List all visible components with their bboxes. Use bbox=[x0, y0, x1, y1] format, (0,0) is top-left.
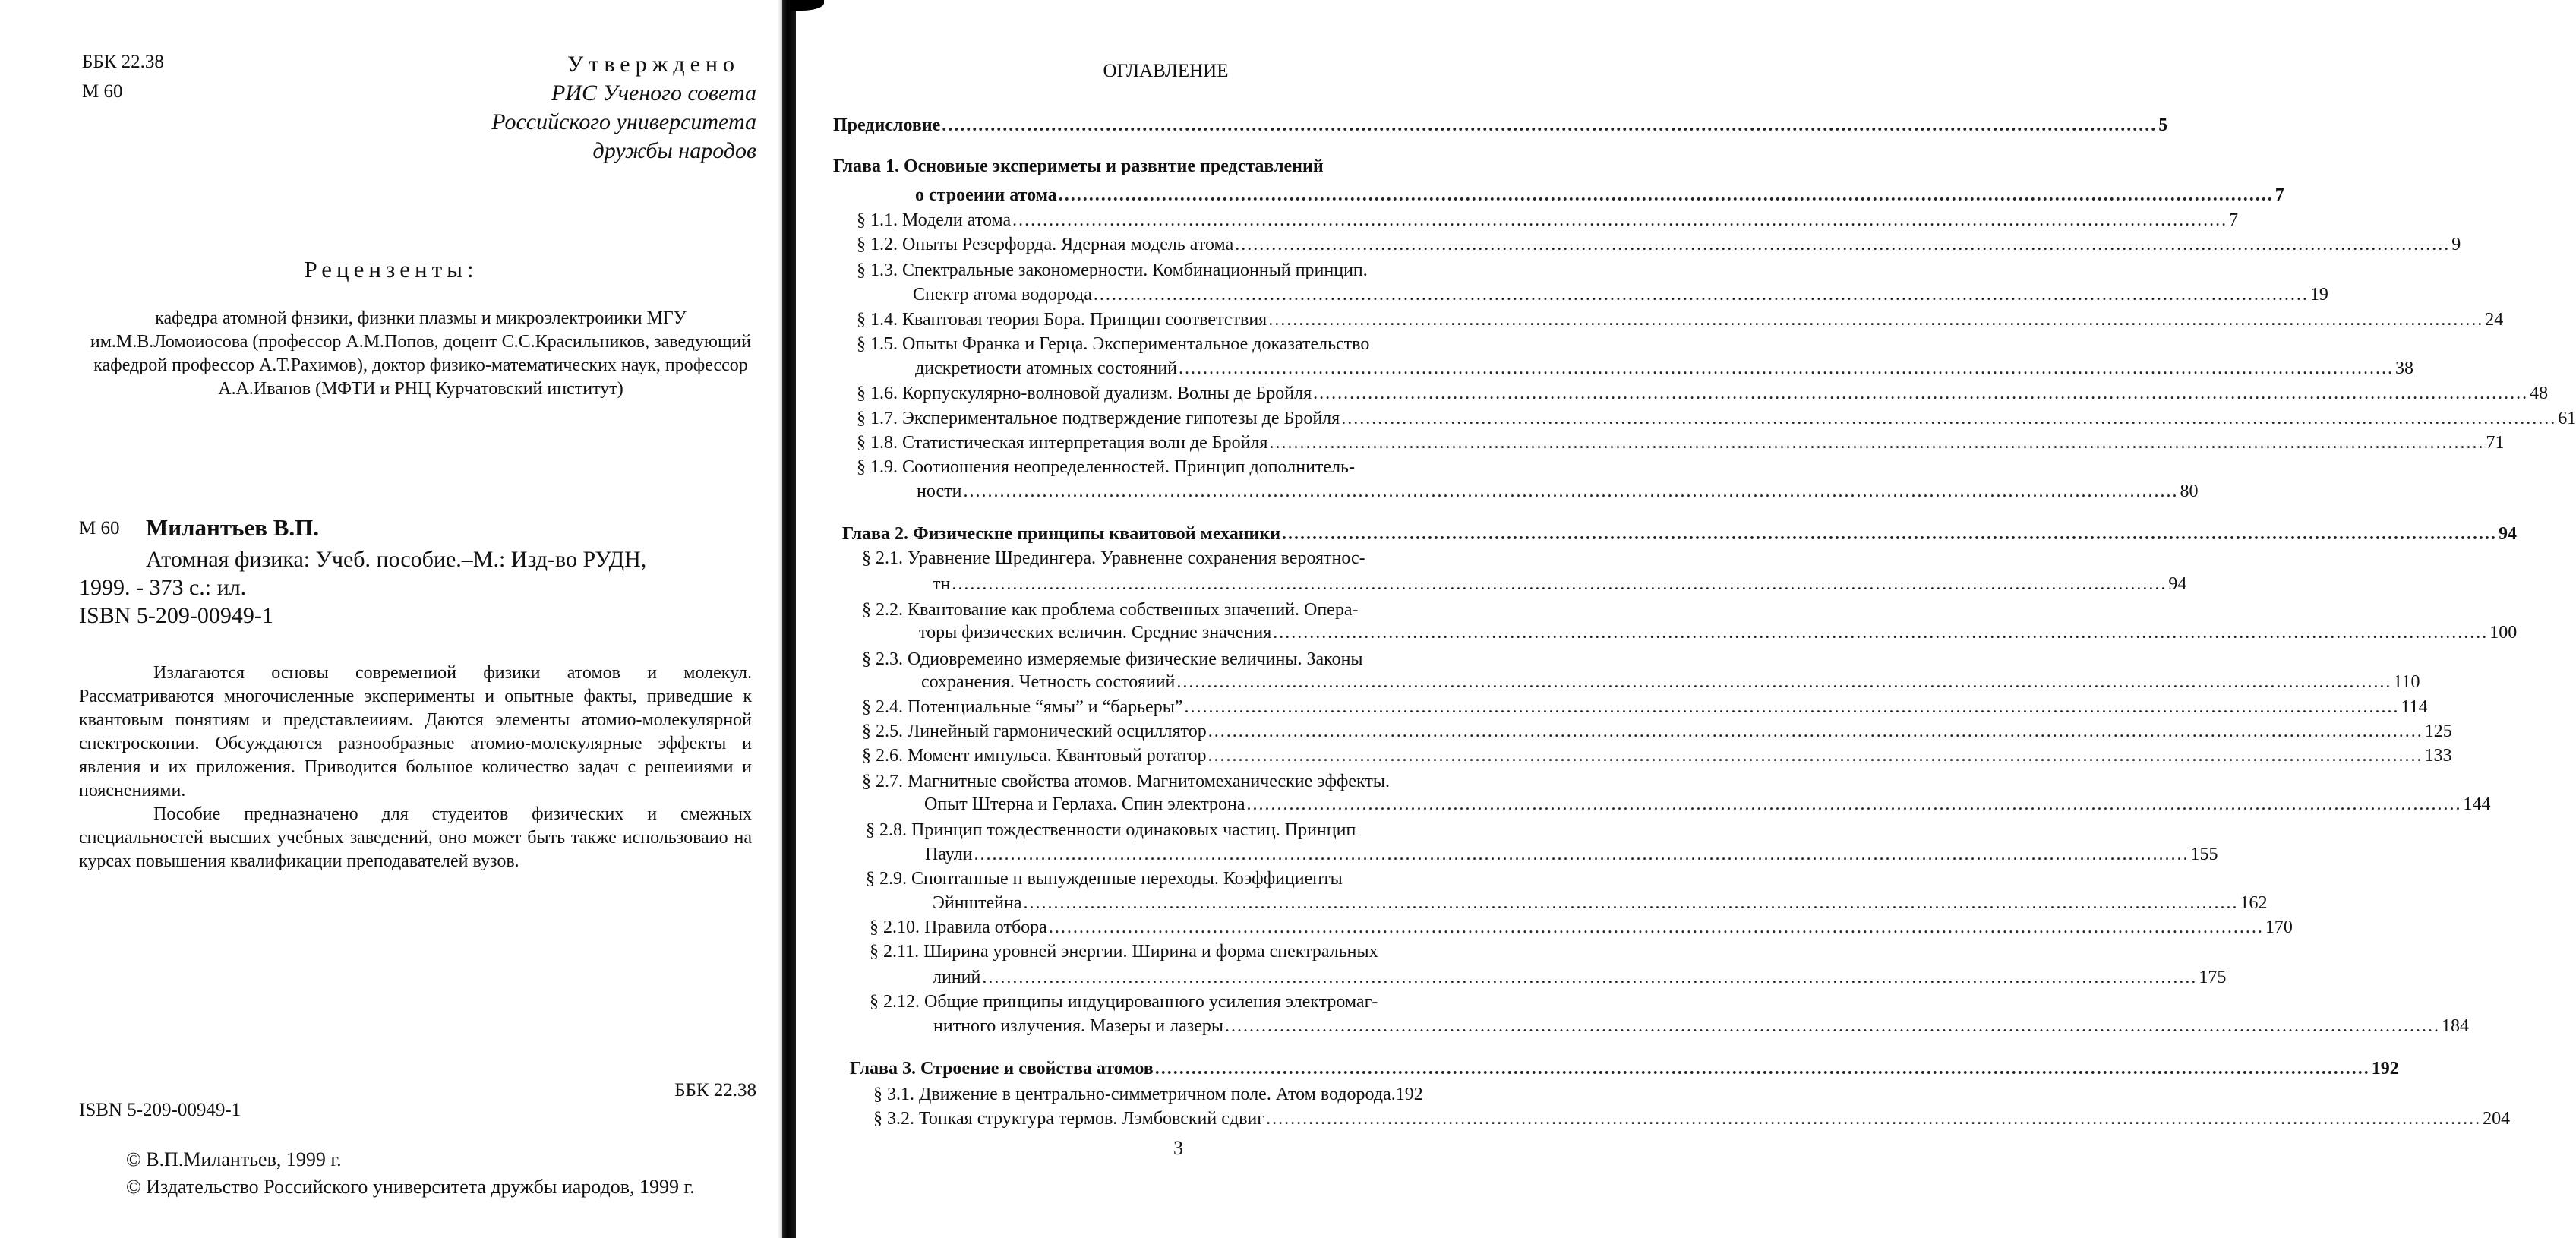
copyright-publisher: © Издательство Российского университета дружбы иародов, 1999 г. bbox=[126, 1176, 695, 1198]
toc-leader: ........................................................................................................................................................................................................ bbox=[1268, 310, 2484, 330]
toc-entry-first-line[interactable] bbox=[862, 600, 1358, 621]
toc-entry[interactable] bbox=[862, 697, 2428, 718]
toc-page-number: 184 bbox=[2442, 1016, 2469, 1036]
toc-page-number: 192 bbox=[2371, 1059, 2399, 1079]
toc-leader: ........................................................................................................................................................................................................ bbox=[1023, 893, 2239, 913]
author-code: М 60 bbox=[79, 518, 120, 538]
toc-entry-first-line[interactable] bbox=[857, 334, 1369, 355]
catalog-codes bbox=[82, 47, 164, 106]
toc-leader: ........................................................................................................................................................................................................ bbox=[952, 574, 2167, 594]
toc-leader: ........................................................................................................................................................................................................ bbox=[1313, 384, 2529, 403]
toc-section-number: § 1.4. bbox=[857, 310, 898, 330]
toc-entry-first-line[interactable] bbox=[857, 261, 1368, 281]
toc-page-number: 125 bbox=[2424, 722, 2452, 741]
toc-entry-continuation: ности bbox=[917, 482, 962, 501]
toc-entry[interactable] bbox=[915, 358, 2414, 379]
toc-entry-continuation: дискретиости атомных состояний bbox=[915, 358, 1178, 378]
toc-entry-first-line[interactable] bbox=[870, 942, 1378, 962]
toc-page-number: 144 bbox=[2463, 794, 2491, 814]
right-page bbox=[794, 0, 2576, 1238]
toc-leader: ........................................................................................................................................................................................................ bbox=[1208, 746, 2423, 766]
toc-entry[interactable] bbox=[857, 384, 2549, 404]
toc-page-number: 110 bbox=[2393, 672, 2420, 692]
chapter-1-title[interactable]: Глава 1. Основиые экспериметы и развнтие представлений bbox=[833, 156, 1324, 176]
toc-entry-title: о строеиии атома bbox=[915, 185, 1057, 205]
page-number: 3 bbox=[1173, 1137, 1183, 1159]
toc-section-number: § 2.1. bbox=[862, 548, 903, 568]
toc-leader: ........................................................................................................................................................................................................ bbox=[1273, 623, 2489, 643]
toc-page-number: 61 bbox=[2558, 409, 2576, 428]
toc-section-number: § 2.5. bbox=[862, 722, 903, 741]
toc-page-number: 204 bbox=[2483, 1109, 2511, 1129]
toc-section-number: § 2.3. bbox=[862, 649, 903, 669]
toc-section-number: § 1.6. bbox=[857, 384, 898, 403]
bbk-bottom: ББК 22.38 bbox=[674, 1080, 756, 1101]
toc-entry-continuation: сохранения. Четность состояиий bbox=[921, 672, 1176, 692]
left-page bbox=[0, 0, 782, 1238]
toc-page-number: 7 bbox=[2275, 185, 2284, 205]
isbn-bottom: ISBN 5-209-00949-1 bbox=[79, 1100, 242, 1120]
toc-entry[interactable] bbox=[919, 623, 2518, 643]
toc-entry-title: Квантование как проблема собственных значений. Опера- bbox=[908, 600, 1359, 620]
toc-leader: ........................................................................................................................................................................................................ bbox=[1184, 697, 2400, 717]
toc-leader: ........................................................................................................................................................................................................ bbox=[1048, 917, 2264, 937]
abstract-paragraph-1: Излагаются основы современиой физики атомов и молекул. Рассматриваются многочисленные эксперименты и опытные факты, приведшие к квантовым понятиям и представлеииям. Даются элементы атомио-молекулярной спектроскопии. Обсуждаются разнообразные атомио-молекулярные эффекты и явления и их приложения. Приводится большое количество задач с решеииями и пояснениями. bbox=[79, 663, 752, 801]
toc-leader: ........................................................................................................................................................................................................ bbox=[974, 845, 2189, 864]
toc-page-number: 71 bbox=[2486, 433, 2505, 453]
toc-leader: ........................................................................................................................................................................................................ bbox=[963, 482, 2179, 501]
chapter-3-title: Глава 3. Строение и свойства атомов bbox=[850, 1059, 1154, 1079]
biblio-line-1: Атомная физика: Учеб. пособие.–М.: Изд-во РУДН, bbox=[146, 547, 647, 572]
toc-section-number: § 2.7. bbox=[862, 772, 903, 791]
chapter-2-title: Глава 2. Физическне принципы кваитовой механики bbox=[842, 524, 1281, 544]
toc-page-number: 192 bbox=[1395, 1085, 1423, 1104]
toc-page-number: 100 bbox=[2489, 623, 2518, 643]
toc-leader: ........................................................................................................................................................................................................ bbox=[1012, 210, 2228, 230]
toc-page-number: 133 bbox=[2424, 746, 2452, 766]
toc-page-number: 80 bbox=[2180, 482, 2199, 501]
toc-entry[interactable] bbox=[915, 185, 2284, 206]
reviewers-text: кафедра атомной фнзики, физнки плазмы и микроэлектроиики МГУ им.М.В.Ломоиосова (профессор А.М.Попов, доцент С.С.Красильников, заведующий кафедрой профессор А.Т.Рахимов), доктор физико-математических наук, профессор А.А.Иванов (МФТИ и РНЦ Курчатовский институт) bbox=[90, 308, 752, 399]
toc-entry-continuation: линий bbox=[933, 968, 981, 987]
toc-entry-title: Опыты Франка и Герца. Экспериментальное доказательство bbox=[902, 334, 1370, 354]
biblio-line-3: ISBN 5-209-00949-1 bbox=[79, 603, 273, 628]
toc-page-number: 38 bbox=[2395, 358, 2414, 378]
toc-entry[interactable] bbox=[933, 893, 2268, 914]
toc-entry-first-line[interactable] bbox=[857, 457, 1355, 478]
toc-entry[interactable] bbox=[913, 285, 2328, 305]
toc-leader: ........................................................................................................................................................................................................ bbox=[1235, 235, 2451, 254]
toc-entry[interactable] bbox=[925, 845, 2218, 865]
bibliographic-record bbox=[79, 545, 762, 630]
toc-entry[interactable] bbox=[857, 235, 2461, 255]
toc-leader: ........................................................................................................................................................................................................ bbox=[1154, 1059, 2370, 1079]
toc-entry-title: Момент импульса. Квантовый ротатор bbox=[908, 746, 1207, 766]
toc-leader: ........................................................................................................................................................................................................ bbox=[1058, 185, 2274, 205]
toc-entry-title: Уравнение Шредингера. Уравненне сохранения вероятнос- bbox=[908, 548, 1365, 568]
author-name: Милантьев В.П. bbox=[146, 514, 320, 541]
toc-section-number: § 2.4. bbox=[862, 697, 903, 717]
toc-entry[interactable] bbox=[857, 210, 2239, 231]
approval-line-2: Российского университета bbox=[491, 109, 756, 134]
toc-entry-continuation: торы физических величин. Средние значения bbox=[919, 623, 1272, 643]
toc-leader: ........................................................................................................................................................................................................ bbox=[1269, 433, 2485, 453]
abstract bbox=[79, 662, 752, 873]
toc-entry-title: Спонтанные н вынужденные переходы. Коэффициенты bbox=[911, 869, 1343, 889]
toc-entry[interactable] bbox=[857, 433, 2505, 453]
toc-page-number: 155 bbox=[2190, 845, 2218, 864]
toc-entry-first-line[interactable] bbox=[862, 649, 1363, 670]
approval-block bbox=[491, 50, 756, 166]
toc-entry-first-line[interactable] bbox=[862, 548, 1365, 569]
toc-entry-continuation: нитного излучения. Мазеры и лазеры bbox=[933, 1016, 1223, 1036]
toc-section-number: § 1.5. bbox=[857, 334, 898, 354]
toc-entry-title: Квантовая теория Бора. Принцип соответствия bbox=[902, 310, 1267, 330]
toc-entry[interactable] bbox=[862, 722, 2452, 742]
toc-page-number: 5 bbox=[2158, 115, 2168, 135]
toc-section-number: § 3.2. bbox=[873, 1109, 914, 1129]
toc-entry-first-line[interactable] bbox=[866, 869, 1343, 889]
toc-section-number: § 2.6. bbox=[862, 746, 903, 766]
toc-entry-title: Принцип тождественности одинаковых частиц. Принцип bbox=[911, 820, 1356, 840]
toc-entry[interactable] bbox=[873, 1085, 1536, 1105]
toc-leader: ........................................................................................................................................................................................................ bbox=[1208, 722, 2423, 741]
toc-entry-title: Ширина уровней энергии. Ширина и форма спектральных bbox=[923, 942, 1378, 962]
toc-entry-title: Предисловие bbox=[833, 115, 941, 135]
toc-section-number: § 2.2. bbox=[862, 600, 903, 620]
toc-section-number: § 2.8. bbox=[866, 820, 907, 840]
toc-entry-title: Спектральные закономерности. Комбинационный принцип. bbox=[902, 261, 1368, 280]
toc-entry[interactable] bbox=[933, 574, 2187, 595]
toc-entry-first-line[interactable] bbox=[866, 820, 1356, 841]
toc-entry[interactable] bbox=[833, 115, 2168, 136]
toc-entry[interactable] bbox=[870, 917, 2293, 938]
toc-leader: ........................................................................................................................................................................................................ bbox=[942, 115, 2158, 135]
toc-page-number: 7 bbox=[2229, 210, 2239, 230]
approval-line-1: РИС Ученого совета bbox=[551, 81, 756, 106]
toc-section-number: § 1.3. bbox=[857, 261, 898, 280]
toc-entry[interactable] bbox=[924, 794, 2491, 815]
toc-entry-continuation: Эйнштейна bbox=[933, 893, 1022, 913]
toc-entry-title: Опыты Резерфорда. Ядерная модель атома bbox=[902, 235, 1234, 254]
toc-section-number: § 2.11. bbox=[870, 942, 920, 962]
toc-section-number: § 2.9. bbox=[866, 869, 907, 889]
toc-entry-title: Экспериментальное подтверждение гипотезы де Бройля bbox=[902, 409, 1340, 428]
biblio-line-2: 1999. - 373 с.: ил. bbox=[79, 575, 247, 600]
toc-entry-title: Тонкая структура термов. Лэмбовский сдвиг bbox=[919, 1109, 1265, 1129]
toc-entry-title: Линейный гармонический осциллятор bbox=[908, 722, 1207, 741]
toc-leader: ........................................................................................................................................................................................................ bbox=[1246, 794, 2462, 814]
toc-entry-title: Одиовремеино измеряемые физические величины. Законы bbox=[908, 649, 1363, 669]
toc-section-number: § 1.7. bbox=[857, 409, 898, 428]
toc-entry-continuation: Паули bbox=[925, 845, 973, 864]
toc-entry[interactable] bbox=[873, 1109, 2511, 1129]
copyright-block bbox=[126, 1146, 695, 1201]
toc-entry-continuation: Опыт Штерна и Герлаха. Спин электрона bbox=[924, 794, 1245, 814]
toc-entry-title: Модели атома bbox=[902, 210, 1012, 230]
toc-page-number: 162 bbox=[2240, 893, 2268, 913]
toc-leader: ........................................................................................................................................................................................................ bbox=[1179, 358, 2394, 378]
toc-entry[interactable] bbox=[917, 482, 2199, 502]
author-mark: М 60 bbox=[82, 81, 123, 102]
toc-section-number: § 1.8. bbox=[857, 433, 898, 453]
toc-entry[interactable] bbox=[842, 524, 2518, 545]
toc-page-number: 94 bbox=[2499, 524, 2518, 544]
toc-entry-title: Статистическая интерпретация волн де Бройля bbox=[902, 433, 1268, 453]
toc-section-number: § 2.12. bbox=[870, 992, 920, 1012]
toc-section-number: § 2.10. bbox=[870, 917, 920, 937]
toc-entry-title: Правила отбора bbox=[924, 917, 1047, 937]
toc-entry-first-line[interactable] bbox=[870, 992, 1378, 1012]
toc-entry-continuation: Спектр атома водорода bbox=[913, 285, 1092, 305]
abstract-paragraph-2: Пособие предназначено для студеитов физических и смежных специальностей высших учебных заведений, оно может быть также использоваио на курсах повышения квалификации преподавателей вузов. bbox=[79, 804, 752, 871]
toc-entry[interactable] bbox=[857, 310, 2504, 330]
toc-page-number: 170 bbox=[2265, 917, 2293, 937]
toc-page-number: 114 bbox=[2401, 697, 2428, 717]
toc-leader: ........................................................................................................................................................................................................ bbox=[1282, 524, 2498, 544]
toc-entry-title: Движение в центрально-симметричном поле. Атом водорода. bbox=[919, 1085, 1396, 1104]
approval-heading: Утверждено bbox=[567, 52, 740, 77]
toc-entry-title: Общие принципы индуцированного усиления электромаг- bbox=[924, 992, 1378, 1012]
toc-page-number: 24 bbox=[2485, 310, 2504, 330]
reviewers-title: Рецензенты: bbox=[304, 256, 478, 283]
toc-leader: ........................................................................................................................................................................................................ bbox=[1093, 285, 2309, 305]
toc-entry-title: Магнитные свойства атомов. Магнитомеханические эффекты. bbox=[908, 772, 1391, 791]
toc-page-number: 175 bbox=[2199, 968, 2227, 987]
toc-leader: ........................................................................................................................................................................................................ bbox=[1225, 1016, 2440, 1036]
toc-entry[interactable] bbox=[857, 409, 2576, 429]
bbk-code: ББК 22.38 bbox=[82, 52, 164, 72]
approval-line-3: дружбы народов bbox=[592, 138, 756, 163]
toc-entry[interactable] bbox=[921, 672, 2420, 693]
toc-entry-continuation: тн bbox=[933, 574, 951, 594]
toc-entry[interactable] bbox=[933, 1016, 2469, 1037]
toc-page-number: 94 bbox=[2168, 574, 2187, 594]
toc-section-number: § 1.2. bbox=[857, 235, 898, 254]
toc-title: ОГЛАВЛЕНИЕ bbox=[1103, 61, 1229, 81]
toc-section-number: § 1.1. bbox=[857, 210, 898, 230]
toc-entry-title: Потенциальные “ямы” и “барьеры” bbox=[908, 697, 1183, 717]
toc-leader: ........................................................................................................................................................................................................ bbox=[982, 968, 2198, 987]
toc-leader: ........................................................................................................................................................................................................ bbox=[1176, 672, 2392, 692]
toc-leader: ........................................................................................................................................................................................................ bbox=[1341, 409, 2557, 428]
toc-page-number: 48 bbox=[2530, 384, 2549, 403]
toc-entry[interactable] bbox=[933, 968, 2227, 988]
copyright-author: © В.П.Милантьев, 1999 г. bbox=[126, 1148, 342, 1170]
toc-entry[interactable] bbox=[862, 746, 2452, 766]
toc-page-number: 19 bbox=[2309, 285, 2328, 305]
toc-leader: ........................................................................................................................................................................................................ bbox=[1266, 1109, 2482, 1129]
toc-page-number: 9 bbox=[2451, 235, 2461, 254]
toc-section-number: § 1.9. bbox=[857, 457, 898, 477]
toc-entry[interactable] bbox=[850, 1059, 2399, 1079]
toc-entry-title: Соотиошения неопределенностей. Принцип дополнитель- bbox=[902, 457, 1355, 477]
toc-section-number: § 3.1. bbox=[873, 1085, 914, 1104]
toc-entry-title: Корпускулярно-волновой дуализм. Волны де Бройля bbox=[902, 384, 1312, 403]
toc-entry-first-line[interactable] bbox=[862, 772, 1390, 792]
